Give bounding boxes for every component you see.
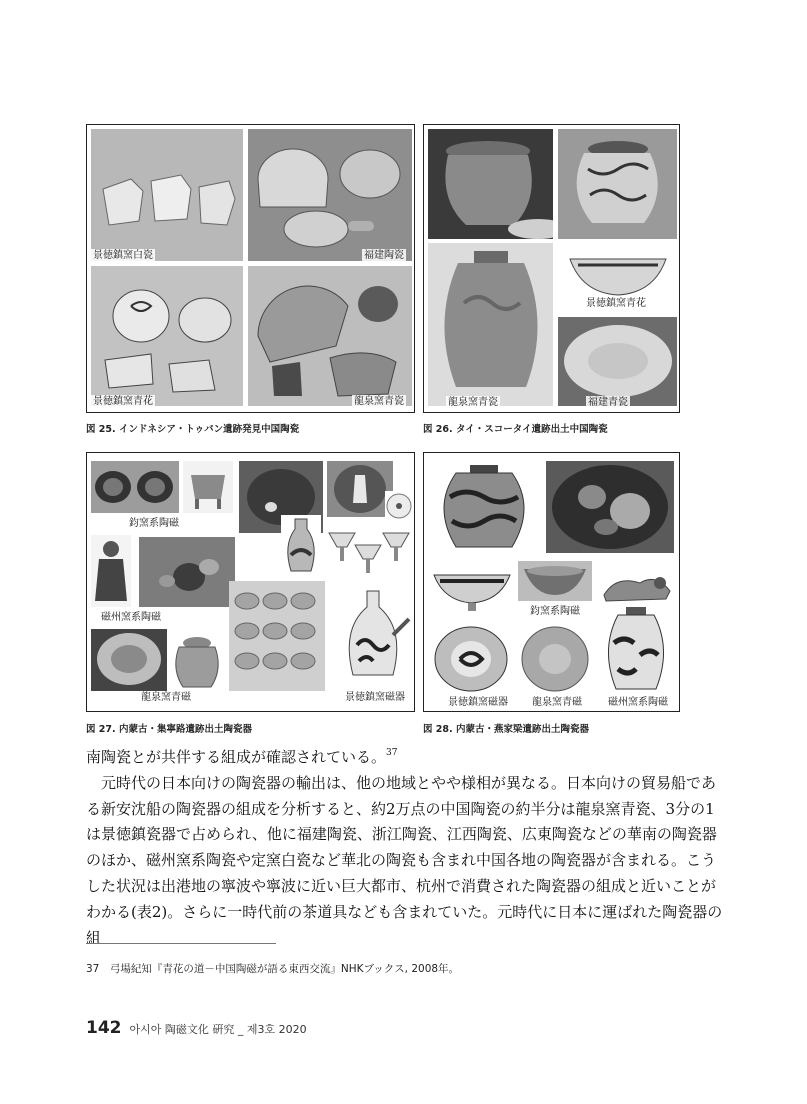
caption-figure-27: 図 27. 内蒙古・集寧路遺跡出土陶瓷器 <box>86 724 252 735</box>
photo-celadon-dish-28 <box>518 623 592 695</box>
label-longquan: 龍泉窯青瓷 <box>354 396 404 407</box>
photo-fujian-celadon-dish <box>558 317 677 406</box>
photo-bluewhite-stem-bowl <box>430 565 514 615</box>
photo-stem-cups <box>325 525 413 581</box>
label-jingdezhen-bluewhite: 景徳鎮窯青花 <box>93 396 153 407</box>
body-paragraph-2: 元時代の日本向けの陶瓷器の輸出は、他の地域とやや様相が異なる。日本向けの貿易船である新安沈船の陶瓷器の組成を分析すると、約2万点の中国陶瓷の約半分は龍泉窯青瓷、3分の1は景徳鎮瓷器で占められ、他に福建陶瓷、浙江陶瓷、江西陶瓷、広東陶瓷などの華南の陶瓷器のほか、磁州窯系陶瓷や定窯白瓷など華北の陶瓷も含まれ中国各地の陶瓷器が含まれる。こうした状況は出港地の寧波や寧波に近い巨大都市、杭州で消費された陶瓷器の組成と近いことがわかる(表2)。さらに一時代前の茶道具なども含まれていた。元時代に日本に運ばれた陶瓷器の組 <box>86 773 723 947</box>
label-jun-ware: 鈞窯系陶磁 <box>129 518 179 529</box>
label-jingdezhen-porcelain-28: 景徳鎮窯磁器 <box>448 697 508 708</box>
body-line-1-text: 南陶瓷とが共伴する組成が確認されている。 <box>86 748 387 766</box>
photo-cizhou-sherds <box>139 537 235 607</box>
photo-white-porcelain-sherds <box>91 129 243 261</box>
photo-ewer <box>281 515 321 577</box>
page-footer <box>86 1018 307 1038</box>
footnote-ref-37[interactable]: 37 <box>386 748 398 758</box>
photo-jar-burial <box>546 461 674 553</box>
photo-jun-bowl-28 <box>518 561 592 601</box>
photo-seated-figure <box>91 535 131 607</box>
label-fujian: 福建陶瓷 <box>364 250 404 261</box>
label-jingdezhen-porcelain: 景徳鎮窯磁器 <box>345 692 405 703</box>
photo-stacked-bowls <box>229 581 325 691</box>
figure-26 <box>423 124 680 413</box>
photo-large-celadon-jar <box>428 243 553 406</box>
photo-figurine-28 <box>596 565 676 607</box>
photo-blue-white-large-jar <box>430 461 538 553</box>
photo-figurine-vessel <box>327 461 393 517</box>
label-cizhou-ware-28: 磁州窯系陶磁 <box>608 697 668 708</box>
photo-small-dish <box>385 491 413 521</box>
photo-lidded-jar <box>171 633 223 691</box>
label-longquan-celadon-28: 龍泉窯青磁 <box>532 697 582 708</box>
photo-blue-white-dish <box>430 623 512 695</box>
figure-25 <box>86 124 415 413</box>
photo-tripod-censer <box>183 461 233 513</box>
footnote-rule <box>86 943 276 944</box>
footnote-37: 37 弓場紀知『青花の道－中国陶磁が語る東西交流』NHKブックス, 2008年。 <box>86 963 460 975</box>
photo-fujian-ceramics <box>248 129 412 261</box>
caption-figure-25: 図 25. インドネシア・トゥバン遺跡発見中国陶瓷 <box>86 424 300 435</box>
photo-celadon-jar <box>428 129 553 239</box>
body-line-1 <box>86 745 726 771</box>
caption-figure-26: 図 26. タイ・スコータイ遺跡出土中国陶瓷 <box>423 424 608 435</box>
label-longquan-celadon: 龍泉窯青瓷 <box>448 397 498 408</box>
label-jingdezhen-white: 景徳鎮窯白瓷 <box>93 250 153 261</box>
label-cizhou-ware: 磁州窯系陶磁 <box>101 612 161 623</box>
label-jingdezhen-bluewhite-26: 景徳鎮窯青花 <box>586 298 646 309</box>
photo-blue-white-jar <box>558 129 677 239</box>
photo-cizhou-jar <box>596 603 676 695</box>
label-jun-ware-28: 鈞窯系陶磁 <box>530 606 580 617</box>
figure-27 <box>86 452 415 712</box>
body-text <box>86 745 726 951</box>
label-longquan-celadon-27: 龍泉窯青磁 <box>141 692 191 703</box>
journal-title: 아시아 陶磁文化 硏究 _ 제3호 2020 <box>129 1023 307 1036</box>
photo-blue-white-sherds <box>91 266 243 406</box>
photo-celadon-bowl <box>91 629 167 691</box>
caption-figure-28: 図 28. 内蒙古・燕家梁遺跡出土陶瓷器 <box>423 724 589 735</box>
photo-blue-white-ewer <box>333 585 413 685</box>
figure-28 <box>423 452 680 712</box>
photo-jun-bowls <box>91 461 179 513</box>
photo-longquan-celadon-sherds <box>248 266 412 406</box>
page-number: 142 <box>86 1018 122 1038</box>
label-fujian-celadon: 福建青瓷 <box>588 397 628 408</box>
